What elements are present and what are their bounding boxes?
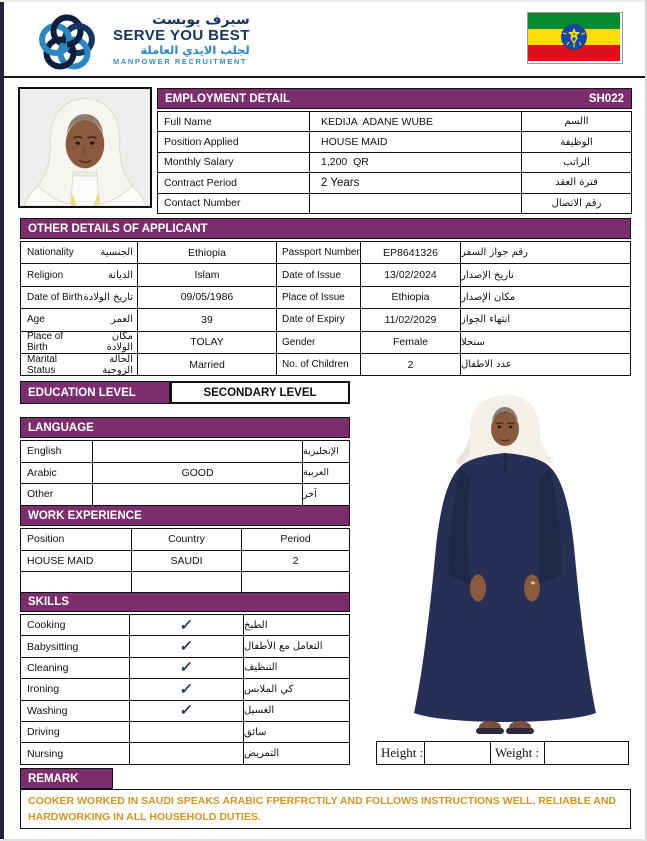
field-label: Marital Status — [27, 353, 58, 376]
table-row — [158, 112, 631, 132]
skill-label: Ironing — [21, 679, 130, 699]
field-label: Position Applied — [158, 132, 310, 151]
field-label-arabic: الراتب — [563, 156, 590, 168]
table-row — [21, 287, 630, 309]
language-level — [93, 484, 303, 505]
employment-detail-header — [157, 88, 632, 109]
height-value — [425, 742, 491, 764]
skill-label: Driving — [21, 722, 130, 742]
field-label-arabic: تاريخ الإصدار — [461, 269, 514, 281]
skill-label: Cooking — [21, 615, 130, 635]
skill-label-arabic: التعامل مع الأطفال — [244, 641, 323, 653]
table-row — [21, 463, 349, 485]
table-row — [21, 636, 349, 657]
field-value: EP8641326 — [361, 242, 461, 263]
table-row — [21, 743, 349, 763]
field-label-arabic: مكان الولادة — [106, 331, 133, 353]
skill-label-arabic: الغسيل — [244, 705, 275, 717]
field-label-arabic: فترة العقد — [555, 177, 598, 189]
field-label-arabic: رقم الاتصال — [551, 197, 602, 209]
experience-position: HOUSE MAID — [21, 551, 132, 572]
field-value: 39 — [138, 309, 277, 330]
header-divider-line — [3, 76, 645, 78]
field-label: Passport Number — [277, 242, 361, 263]
language-label: Other — [21, 484, 93, 505]
field-value: 13/02/2024 — [361, 264, 461, 285]
other-details-header — [20, 218, 631, 239]
skill-label: Nursing — [21, 743, 130, 763]
field-value: Ethiopia — [361, 287, 461, 308]
applicant-full-body-photo — [386, 391, 624, 739]
language-label: English — [21, 441, 93, 462]
field-value: Islam — [138, 264, 277, 285]
field-label: No. of Children — [277, 354, 361, 375]
field-value: 11/02/2029 — [361, 309, 461, 330]
work-experience-header: WORK EXPERIENCE — [20, 505, 350, 526]
table-row — [21, 309, 630, 331]
field-label-arabic: الحالة الزوجية — [102, 353, 133, 376]
agency-logo — [26, 11, 250, 75]
skills-section — [20, 592, 350, 765]
language-label-arabic: آخر — [303, 488, 317, 500]
check-icon: ✓ — [179, 638, 194, 656]
ethiopia-flag-icon — [527, 12, 623, 64]
remark-header: REMARK — [20, 768, 113, 789]
table-row — [158, 194, 631, 213]
language-level — [93, 441, 303, 462]
table-row — [21, 332, 630, 354]
logo-subtitle: MANPOWER RECRUITMENT — [113, 57, 248, 67]
applicant-headshot-photo — [18, 87, 152, 208]
field-label-arabic: االسم — [564, 116, 589, 128]
experience-period — [242, 572, 349, 593]
employment-detail-section — [157, 88, 632, 214]
applicant-code: SH022 — [588, 92, 624, 105]
height-weight-table — [376, 741, 629, 765]
field-label-arabic: مكان الإصدار — [461, 291, 516, 303]
field-label: Date of Issue — [277, 264, 361, 285]
field-label: Full Name — [158, 112, 310, 131]
table-row — [21, 722, 349, 743]
field-label: Nationality — [27, 247, 74, 259]
field-label-arabic: الجنسية — [100, 247, 133, 259]
weight-label: Weight : — [491, 742, 545, 764]
field-label: Contact Number — [158, 194, 310, 213]
language-label: Arabic — [21, 463, 93, 484]
work-experience-section — [20, 505, 350, 594]
table-row — [21, 701, 349, 722]
check-icon: ✓ — [179, 659, 194, 677]
language-header: LANGUAGE — [20, 417, 350, 438]
other-details-section — [20, 218, 631, 376]
field-value-empty — [310, 194, 522, 213]
skill-label-arabic: سائق — [244, 726, 267, 738]
field-label: Date of Expiry — [277, 309, 361, 330]
table-header-row — [21, 529, 349, 551]
education-section — [20, 381, 350, 404]
logo-arabic-tagline: لجلب الايدي العاملة — [140, 42, 250, 57]
skill-label-arabic: كي الملابس — [244, 683, 294, 695]
field-label-arabic: تاريخ الولادة — [83, 291, 133, 303]
skill-label: Babysitting — [21, 636, 130, 656]
skill-label: Washing — [21, 701, 130, 721]
page-edge-left — [0, 0, 4, 841]
height-label: Height : — [377, 742, 425, 764]
experience-position — [21, 572, 132, 593]
skill-label-arabic: الطبخ — [244, 619, 268, 631]
experience-period: 2 — [292, 554, 299, 567]
experience-country — [132, 572, 242, 593]
table-row — [21, 572, 349, 593]
field-label-arabic: عدد الاطفال — [461, 359, 512, 371]
check-icon: ✓ — [179, 680, 194, 698]
field-value: Ethiopia — [138, 242, 277, 263]
column-header-country: Country — [132, 529, 242, 550]
experience-country: SAUDI — [132, 551, 242, 572]
field-label-arabic: الديانة — [107, 269, 133, 281]
page-edge-top — [0, 0, 647, 2]
table-row — [158, 153, 631, 173]
table-row — [158, 132, 631, 152]
employment-detail-title: EMPLOYMENT DETAIL — [165, 92, 291, 105]
field-label: Date of Birth — [27, 291, 83, 303]
field-value: Female — [361, 332, 461, 353]
field-label: Age — [27, 314, 45, 326]
field-label-arabic: سنجلا — [461, 336, 485, 348]
field-value: HOUSE MAID — [310, 132, 522, 151]
table-row — [21, 658, 349, 679]
other-details-title: OTHER DETAILS OF APPLICANT — [28, 222, 208, 235]
remark-text: COOKER WORKED IN SAUDI SPEAKS ARABIC FPERFRCTILY AND FOLLOWS INSTRUCTIONS WELL. RELIABLE AND HARDWORKING IN ALL HOUSEHOLD DUTIES. — [28, 794, 617, 823]
field-label: Gender — [277, 332, 361, 353]
skill-label: Cleaning — [21, 658, 130, 678]
field-value: 2 — [361, 354, 461, 375]
column-header-position: Position — [21, 529, 132, 550]
field-label-arabic: الوظيفة — [560, 136, 593, 148]
check-icon: ✓ — [179, 702, 194, 720]
language-label-arabic: العربية — [303, 467, 329, 479]
education-level-value: SECONDARY LEVEL — [170, 381, 350, 404]
table-row — [21, 242, 630, 264]
table-row — [21, 679, 349, 700]
knot-logo-icon — [26, 11, 108, 75]
table-row — [21, 354, 630, 375]
table-row — [21, 264, 630, 286]
skill-label-arabic: التمريض — [244, 748, 280, 760]
field-value: TOLAY — [138, 332, 277, 353]
field-label: Place of Birth — [27, 331, 64, 353]
field-value: 1,200 QR — [310, 153, 522, 172]
language-label-arabic: الإنجليزية — [303, 445, 339, 457]
remark-box — [20, 789, 631, 829]
weight-value — [545, 742, 628, 764]
field-label-arabic: رقم جواز السفر — [461, 247, 528, 259]
logo-title: SERVE YOU BEST — [113, 27, 250, 45]
skills-header: SKILLS — [20, 592, 350, 612]
field-label-arabic: انتهاء الجواز — [461, 314, 511, 326]
table-row — [21, 484, 349, 505]
field-value: KEDIJA ADANE WUBE — [310, 112, 522, 131]
education-level-header: EDUCATION LEVEL — [20, 381, 170, 404]
field-label: Monthly Salary — [158, 153, 310, 172]
field-label: Contract Period — [158, 173, 310, 192]
language-level: GOOD — [93, 463, 303, 484]
field-value: Married — [138, 354, 277, 375]
table-row — [21, 441, 349, 463]
logo-arabic-name: سيرف يوبست — [152, 12, 250, 28]
check-icon: ✓ — [179, 616, 194, 634]
table-row — [21, 615, 349, 636]
language-section — [20, 417, 350, 506]
field-value: 09/05/1986 — [138, 287, 277, 308]
table-row — [158, 173, 631, 193]
field-label: Place of Issue — [277, 287, 361, 308]
field-value: 2 Years — [310, 173, 522, 192]
column-header-period: Period — [280, 533, 311, 546]
field-label-arabic: العمر — [111, 314, 133, 326]
skill-label-arabic: التنظيف — [244, 662, 278, 674]
field-label: Religion — [27, 269, 64, 281]
table-row — [21, 551, 349, 573]
